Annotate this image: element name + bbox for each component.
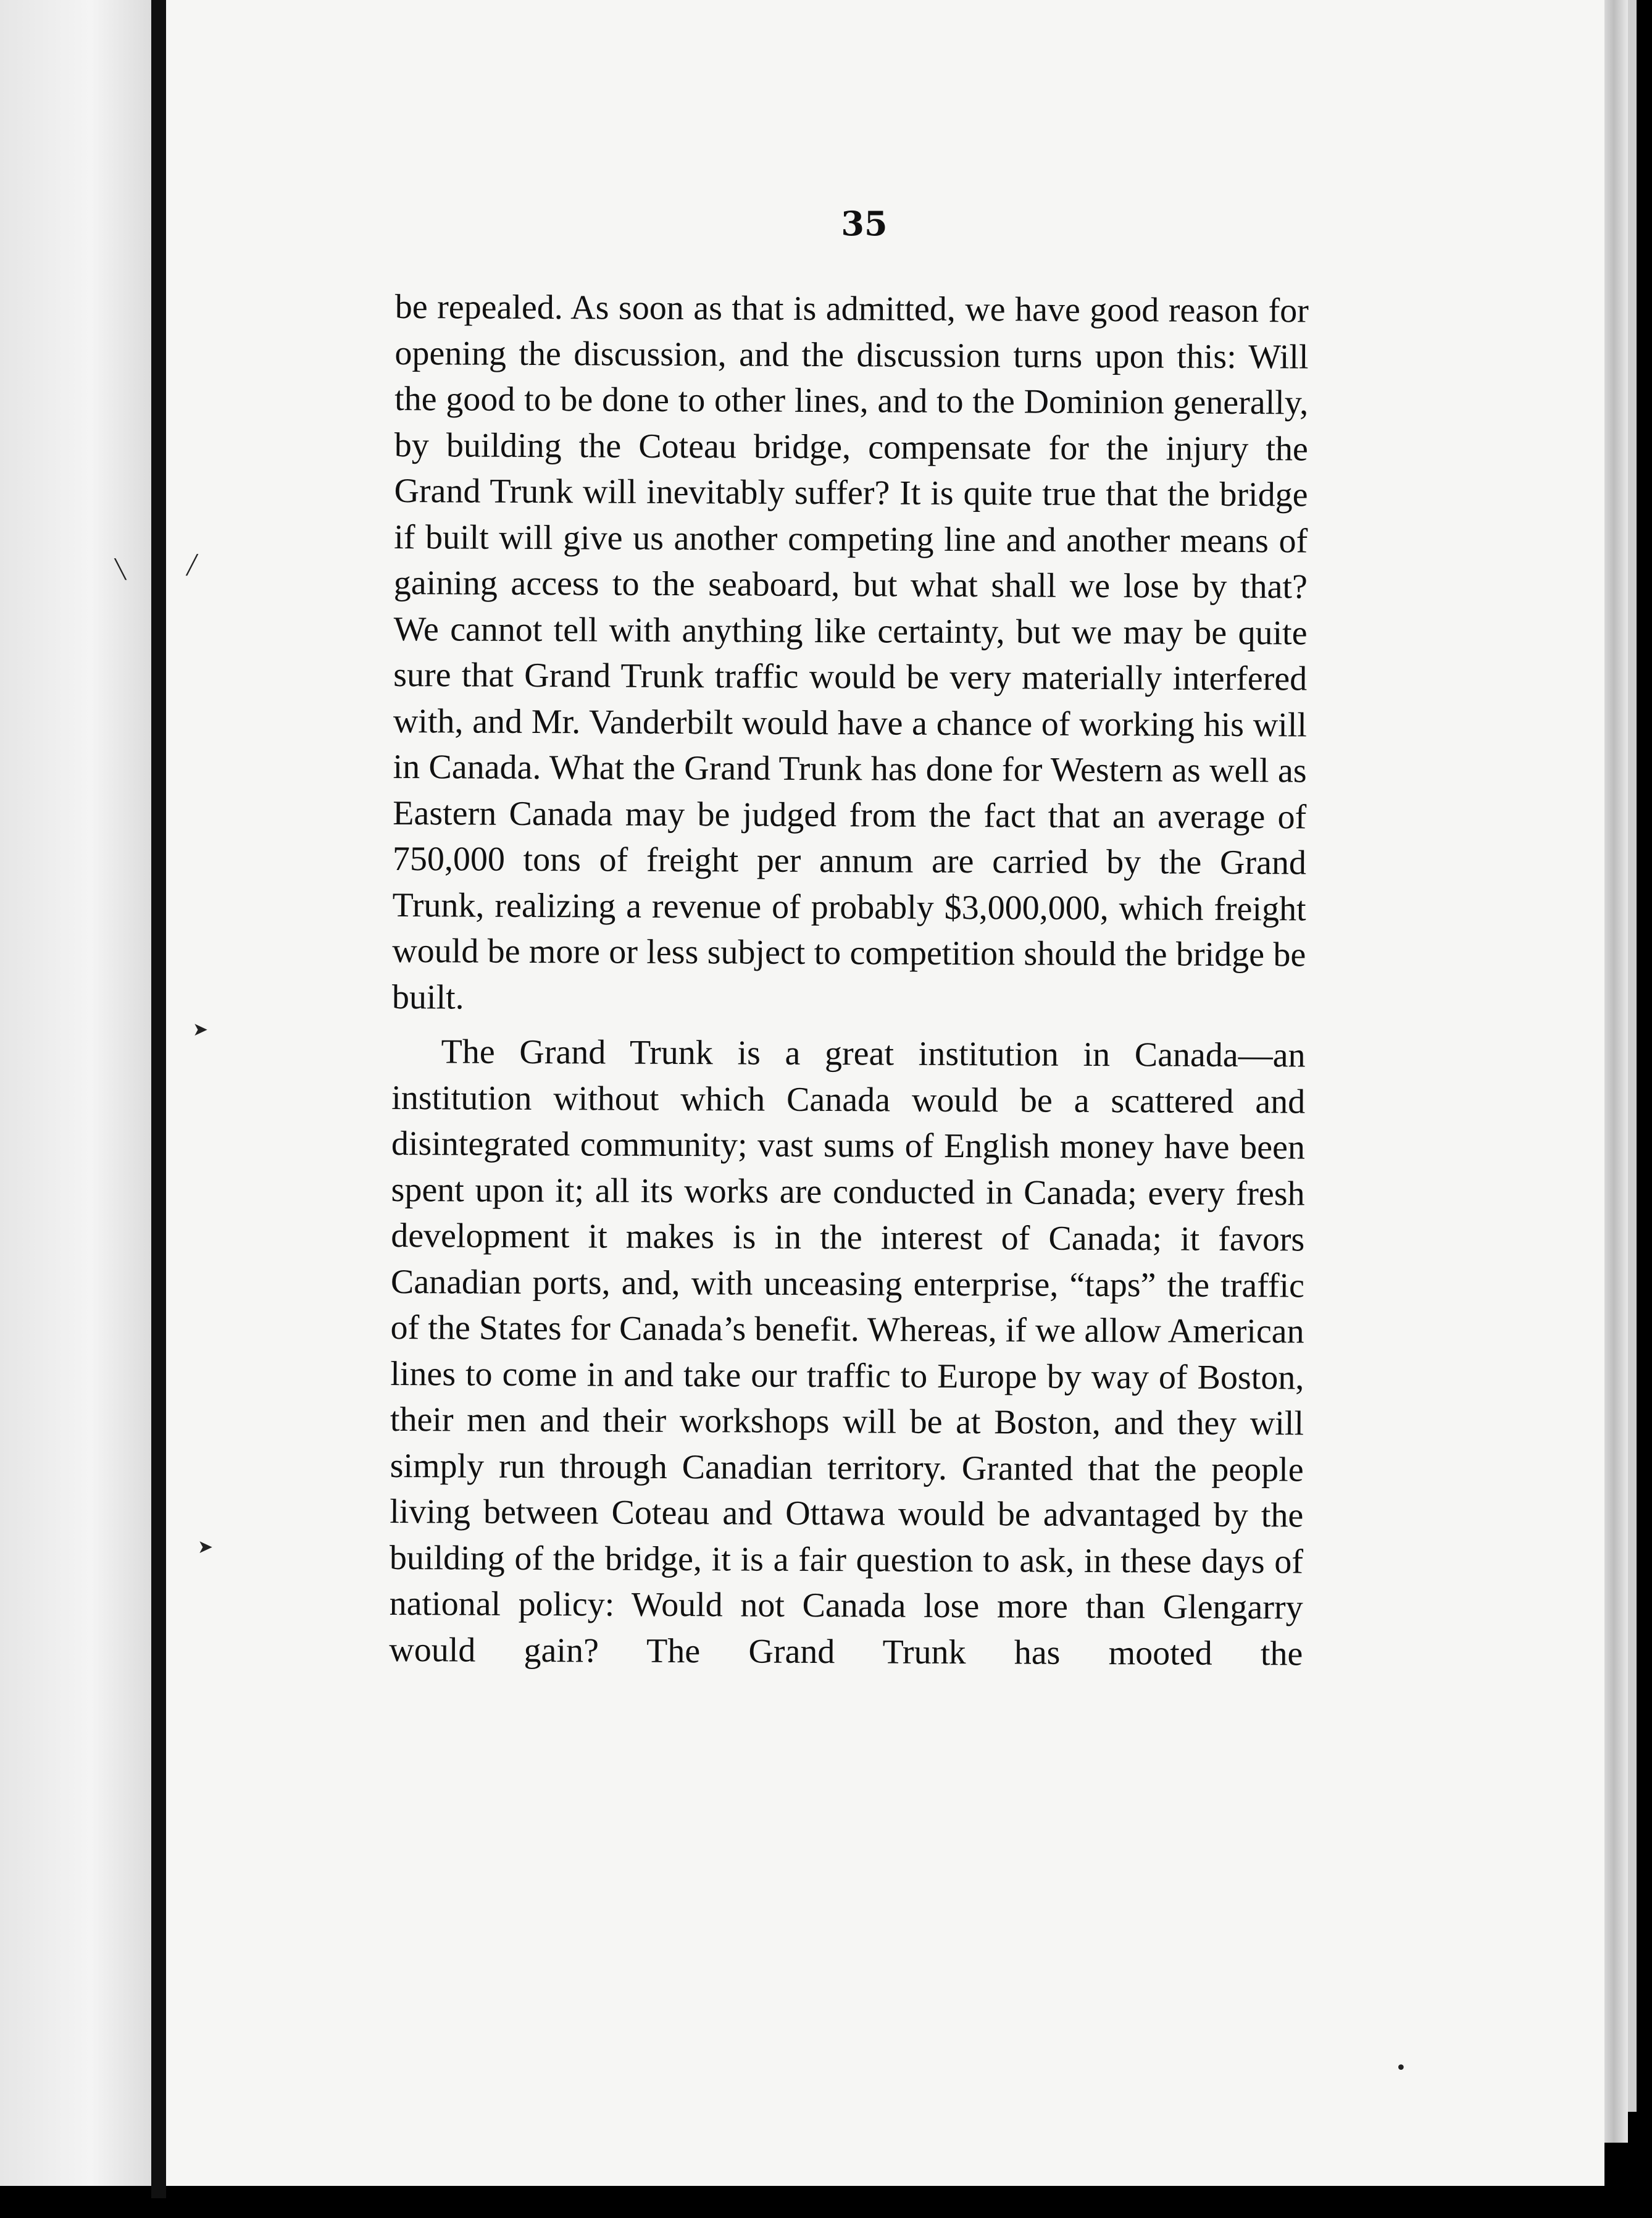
margin-speck: ∙ xyxy=(1395,2056,1407,2078)
paragraph: be repealed. As soon as that is admitted, we have good reason for opening the discussion, and the discussion turns upon this: Will the good to be done to other lines, and to the Dominion generally, by building the Coteau bridge, compensate for the injury the Grand Trunk will inevitably suffer? It is quite true that the bridge if built will give us another competing line and another means of gaining access to the seaboard, but what shall we lose by that? We cannot tell with anything like certainty, but we may be quite sure that Grand Trunk traffic would be very materially interfered with, and Mr. Vanderbilt would have a chance of working his will in Canada. What the Grand Trunk has done for Western as well as Eastern Canada may be judged from the fact that an average of 750,000 tons of freight per annum are carried by the Grand Trunk, realizing a revenue of probably $3,000,000, which freight would be more or less subject to competition should the bridge be built. xyxy=(391,287,1309,1016)
paragraph: The Grand Trunk is a great institution in Canada—an institution without which Canada would be a scattered and disintegrated community; vast sums of English money have been spent upon it; all its works are conducted in Canada; every fresh development it makes is in the interest of Canada; it favors Canadian ports, and, with unceasing enterprise, “taps” the traffic of the States for Canada’s benefit. Whereas, if we allow American lines to come in and take our traffic to Europe by way of Boston, their men and their workshops will be at Boston, and they will simply run through Canadian territory. Granted that the people living between Coteau and Ottawa would be advantaged by the building of the bridge, it is a fair question to ask, in these days of national policy: Would not Canada lose more than Glengarry would gain? The Grand Trunk has mooted the xyxy=(389,1032,1306,1673)
margin-speck: ╲ xyxy=(115,559,127,580)
right-page-edge xyxy=(1604,0,1628,2143)
margin-speck: ➤ xyxy=(193,1019,209,1040)
page-number: 35 xyxy=(841,204,888,243)
page-gutter xyxy=(151,0,166,2198)
body-text xyxy=(389,284,1309,1676)
right-page-edge-shadow xyxy=(1628,0,1637,2112)
margin-speck: ➤ xyxy=(198,1536,214,1558)
margin-speck: ╱ xyxy=(186,554,198,576)
left-page-edge xyxy=(0,0,151,2186)
